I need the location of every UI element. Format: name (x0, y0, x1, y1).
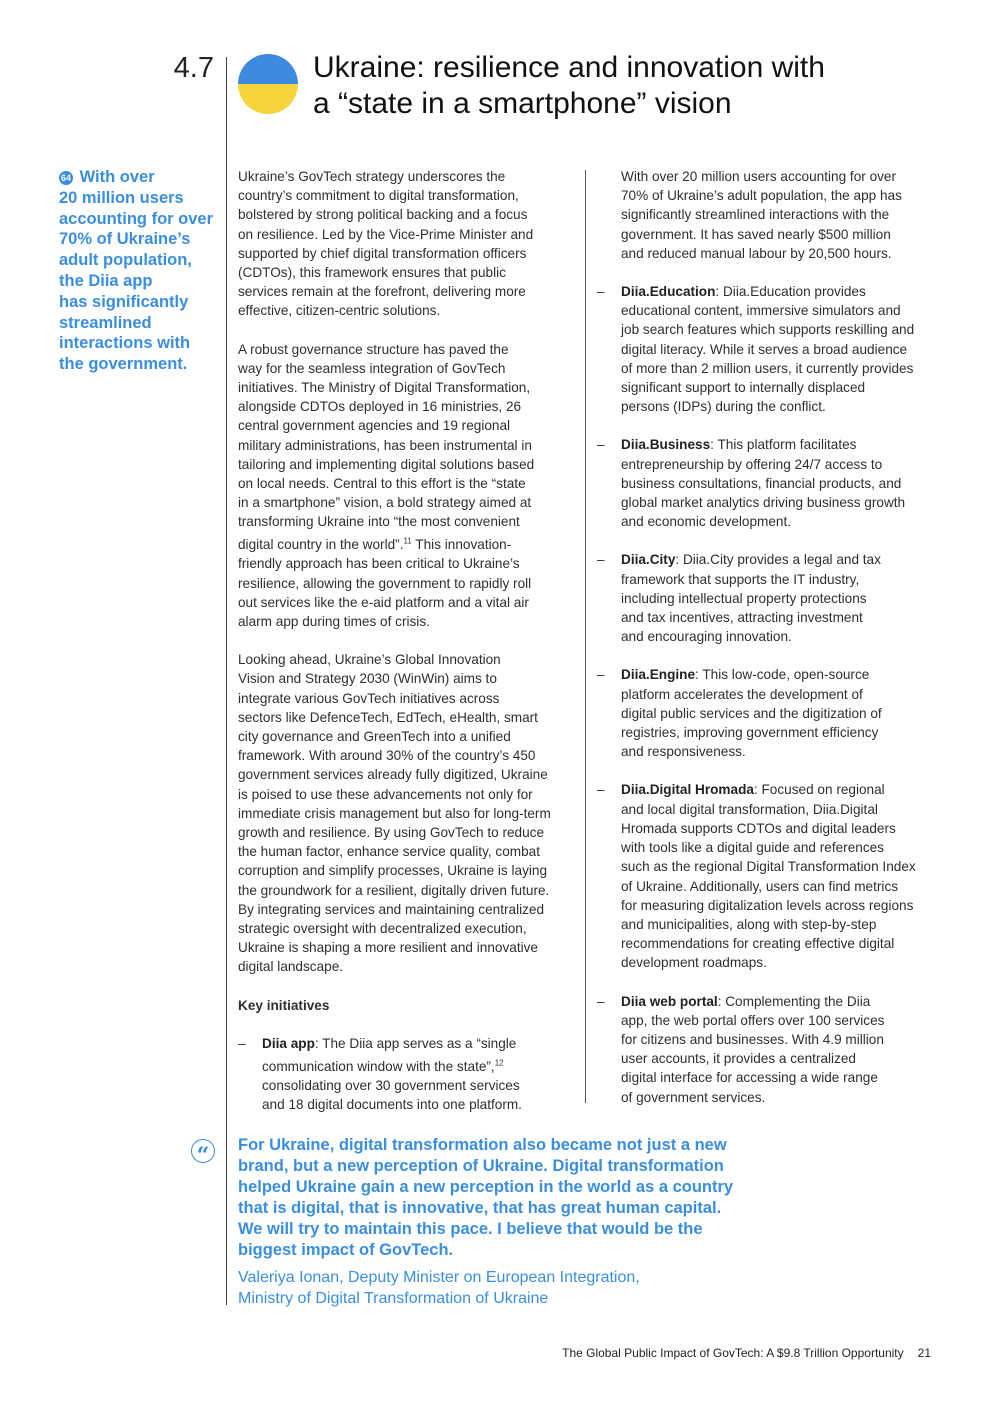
text-line: way for the seamless integration of GovTech (238, 360, 506, 376)
initiative-diia-business (597, 435, 942, 531)
text-line: 70% of Ukraine’s adult population, the app has (621, 188, 902, 204)
text-line: By integrating services and maintaining centralized (238, 901, 545, 917)
key-initiatives-heading: Key initiatives (238, 997, 330, 1013)
bullet-dash: – (597, 782, 605, 798)
text-line: digital public services and the digitization of (621, 705, 882, 721)
text-line: country’s commitment to digital transformation, (238, 188, 519, 204)
text-line: government services already fully digitized, Ukraine (238, 767, 548, 783)
text-line: of government services. (621, 1089, 766, 1105)
text-line (621, 552, 881, 567)
text-line: the groundwork for a resilient, digitally driven future. (238, 882, 550, 898)
initiative-diia-web-portal (597, 992, 942, 1107)
text-line: (CDTOs), this framework ensures that public (238, 265, 506, 281)
callout-line: has significantly (59, 292, 189, 311)
callout-badge-icon: 64 (60, 173, 71, 183)
text-line: business consultations, financial products, and (621, 475, 902, 491)
page-footer (400, 1346, 931, 1360)
quote-line: biggest impact of GovTech. (238, 1240, 454, 1259)
page-number: 21 (917, 1346, 931, 1360)
bullet-dash: – (238, 1035, 246, 1051)
callout-line: With over (79, 168, 155, 186)
text-line (238, 537, 511, 552)
text-fragment: : Complementing the Diia (717, 993, 871, 1009)
quote-attribution (238, 1267, 798, 1309)
text-line: resilience, allowing the government to rapidly roll (238, 575, 532, 591)
initiative-name: Diia.City (621, 552, 676, 568)
text-line: and responsiveness. (621, 744, 746, 760)
callout-line: accounting for over (59, 209, 214, 228)
text-line: government. It has saved nearly $500 million (621, 226, 891, 242)
text-fragment: communication window with the state”, (262, 1058, 495, 1074)
text-line: recommendations for creating effective digital (621, 936, 895, 952)
quote-line: that is digital, that is innovative, that has great human capital. (238, 1198, 722, 1217)
text-line: including intellectual property protections (621, 590, 867, 606)
text-line: Looking ahead, Ukraine’s Global Innovation (238, 652, 501, 668)
text-line: framework that supports the IT industry, (621, 571, 860, 587)
text-line: digital interface for accessing a wide range (621, 1070, 878, 1086)
callout-line: adult population, (59, 251, 192, 270)
text-line: Ukraine’s GovTech strategy underscores the (238, 169, 506, 184)
ukraine-flag-icon (238, 54, 298, 114)
text-line: effective, citizen-centric solutions. (238, 303, 441, 319)
text-fragment: : Diia.Education provides (715, 284, 866, 300)
text-line: registries, improving government efficiency (621, 725, 879, 741)
text-line: user accounts, it provides a centralized (621, 1051, 856, 1067)
text-line: significantly streamlined interactions with the (621, 207, 890, 223)
text-line: initiatives. The Ministry of Digital Transformation, (238, 380, 531, 396)
text-line: military administrations, has been instrumental in (238, 437, 532, 453)
callout-line: streamlined (59, 313, 152, 332)
callout-highlight (59, 167, 219, 375)
callout-line: the government. (59, 355, 188, 374)
text-line (621, 782, 885, 797)
text-line: alongside CDTOs deployed in 16 ministries, 26 (238, 399, 522, 415)
text-line: central government agencies and 19 regional (238, 418, 511, 434)
section-divider-line (226, 57, 227, 1305)
initiative-name: Diia.Engine (621, 667, 696, 683)
text-line: global market analytics driving business growth (621, 495, 906, 511)
bullet-dash: – (597, 667, 605, 683)
quote-line: We will try to maintain this pace. I believe that would be the (238, 1219, 703, 1238)
text-line: and municipalities, along with step-by-step (621, 916, 877, 932)
footnote-ref[interactable]: 12 (494, 1058, 504, 1068)
text-line: framework. With around 30% of the country’s 450 (238, 748, 536, 764)
callout-line: interactions with (59, 334, 191, 353)
callout-line: the Diia app (59, 271, 153, 290)
initiative-name: Diia.Digital Hromada (621, 782, 754, 798)
text-line: and local digital transformation, Diia.Digital (621, 801, 878, 817)
text-line: Ukraine is shaping a more resilient and innovative (238, 940, 538, 956)
attribution-line: Ministry of Digital Transformation of Ukraine (238, 1290, 549, 1307)
quote-line: For Ukraine, digital transformation also became not just a new (238, 1136, 727, 1154)
text-line: corruption and simplify processes, Ukraine is laying (238, 863, 548, 879)
paragraph (238, 650, 578, 976)
text-line: tailoring and implementing digital solutions based (238, 456, 535, 472)
text-fragment: : This low-code, open-source (695, 667, 870, 683)
footnote-ref[interactable]: 11 (403, 536, 412, 546)
pull-quote (238, 1135, 798, 1260)
text-line: significant support to internally displaced (621, 380, 866, 396)
bullet-dash: – (597, 552, 605, 568)
text-line: With over 20 million users accounting for over (621, 169, 897, 184)
bullet-dash: – (597, 437, 605, 453)
text-line (621, 994, 870, 1009)
text-fragment: digital country in the world”. (238, 537, 404, 553)
initiative-name: Diia.Education (621, 284, 716, 300)
attribution-line: Valeriya Ionan, Deputy Minister on European Integration, (238, 1269, 640, 1286)
text-fragment: : The Diia app serves as a “single (314, 1035, 517, 1051)
text-line: friendly approach has been critical to Ukraine’s (238, 556, 520, 572)
text-line: entrepreneurship by offering 24/7 access to (621, 456, 883, 472)
text-line: on resilience. Led by the Vice-Prime Minister and (238, 226, 534, 242)
text-line: and reduced manual labour by 20,500 hours. (621, 245, 892, 261)
text-line: on local needs. Central to this effort is the “state (238, 476, 526, 492)
section-title (313, 50, 913, 122)
quote-line: brand, but a new perception of Ukraine. Digital transformation (238, 1156, 724, 1175)
initiative-diia-education (597, 282, 942, 416)
text-line: and tax incentives, attracting investment (621, 610, 863, 626)
text-line (262, 1059, 504, 1074)
text-line: city governance and GreenTech into a unified (238, 729, 511, 745)
text-line (621, 284, 866, 299)
text-line: growth and resilience. By using GovTech to reduce (238, 825, 545, 841)
text-fragment: : Focused on regional (753, 782, 885, 798)
paragraph (597, 167, 942, 263)
text-line: platform accelerates the development of (621, 686, 863, 702)
text-line: supported by chief digital transformation officers (238, 245, 527, 261)
initiative-diia-city (597, 550, 942, 646)
text-line: strategic oversight with decentralized execution, (238, 921, 527, 937)
footer-title: The Global Public Impact of GovTech: A $9.8 Trillion Opportunity (562, 1346, 904, 1360)
initiative-diia-engine (597, 665, 942, 761)
text-line: digital literacy. While it serves a broad audience (621, 341, 908, 357)
text-line: alarm app during times of crisis. (238, 614, 430, 629)
text-line: for measuring digitalization levels across regions (621, 897, 914, 913)
text-line: job search features which supports reskilling and (621, 322, 915, 338)
text-line: immediate crisis management but also for long-term (238, 805, 551, 821)
text-line (262, 1036, 516, 1051)
initiative-name: Diia app (262, 1035, 315, 1051)
quote-icon: “ (191, 1139, 215, 1163)
text-fragment: : Diia.City provides a legal and tax (675, 552, 881, 568)
text-line: for citizens and businesses. With 4.9 million (621, 1031, 884, 1047)
text-line: services remain at the forefront, delivering more (238, 284, 526, 300)
text-line: persons (IDPs) during the conflict. (621, 399, 826, 415)
text-line: out services like the e-aid platform and a vital air (238, 594, 529, 610)
text-line: with tools like a digital guide and references (621, 840, 884, 856)
initiative-name: Diia web portal (621, 993, 718, 1009)
text-line: digital landscape. (238, 959, 344, 975)
text-line: and economic development. (621, 514, 792, 530)
column-divider-line (585, 170, 586, 1103)
text-line: educational content, immersive simulators and (621, 303, 901, 319)
bullet-dash: – (597, 284, 605, 300)
text-line: Hromada supports CDTOs and digital leaders (621, 820, 896, 836)
section-title-line: a “state in a smartphone” vision (313, 87, 732, 120)
initiative-diia-digital-hromada (597, 780, 942, 972)
text-line: and 18 digital documents into one platform. (262, 1097, 522, 1112)
text-line: A robust governance structure has paved the (238, 341, 509, 357)
text-line: Vision and Strategy 2030 (WinWin) aims to (238, 671, 497, 687)
text-fragment: This innovation- (411, 537, 512, 553)
text-line: the human factor, enhance service quality, combat (238, 844, 541, 860)
text-line: bolstered by strong political backing and a focus (238, 207, 528, 223)
paragraph (238, 340, 578, 632)
text-fragment: : This platform facilitates (710, 437, 857, 453)
text-line: integrate various GovTech initiatives across (238, 690, 500, 706)
callout-line: 20 million users (59, 188, 184, 207)
text-line: of Ukraine. Additionally, users can find metrics (621, 878, 899, 894)
initiative-diia-app (238, 1034, 578, 1114)
right-column (597, 167, 942, 1126)
text-line: such as the regional Digital Transformation Index (621, 859, 916, 875)
bullet-dash: – (597, 993, 605, 1009)
left-column (238, 167, 578, 1133)
text-line (621, 437, 856, 452)
callout-line: 70% of Ukraine’s (59, 230, 191, 249)
text-line: sectors like DefenceTech, EdTech, eHealth, smart (238, 709, 538, 725)
text-line (621, 667, 869, 682)
text-line: app, the web portal offers over 100 services (621, 1012, 885, 1028)
text-line: and encouraging innovation. (621, 629, 792, 645)
paragraph (238, 167, 578, 321)
section-number: 4.7 (173, 52, 214, 84)
initiative-name: Diia.Business (621, 437, 711, 453)
text-line: development roadmaps. (621, 955, 767, 971)
text-line: is poised to use these advancements not only for (238, 786, 533, 802)
quote-line: helped Ukraine gain a new perception in the world as a country (238, 1177, 734, 1196)
text-line: of more than 2 million users, it currently provides (621, 360, 914, 376)
text-line: in a smartphone” vision, a bold strategy aimed at (238, 495, 532, 511)
text-line: transforming Ukraine into “the most convenient (238, 514, 520, 530)
text-line: consolidating over 30 government services (262, 1077, 520, 1093)
section-title-line: Ukraine: resilience and innovation with (313, 51, 825, 84)
